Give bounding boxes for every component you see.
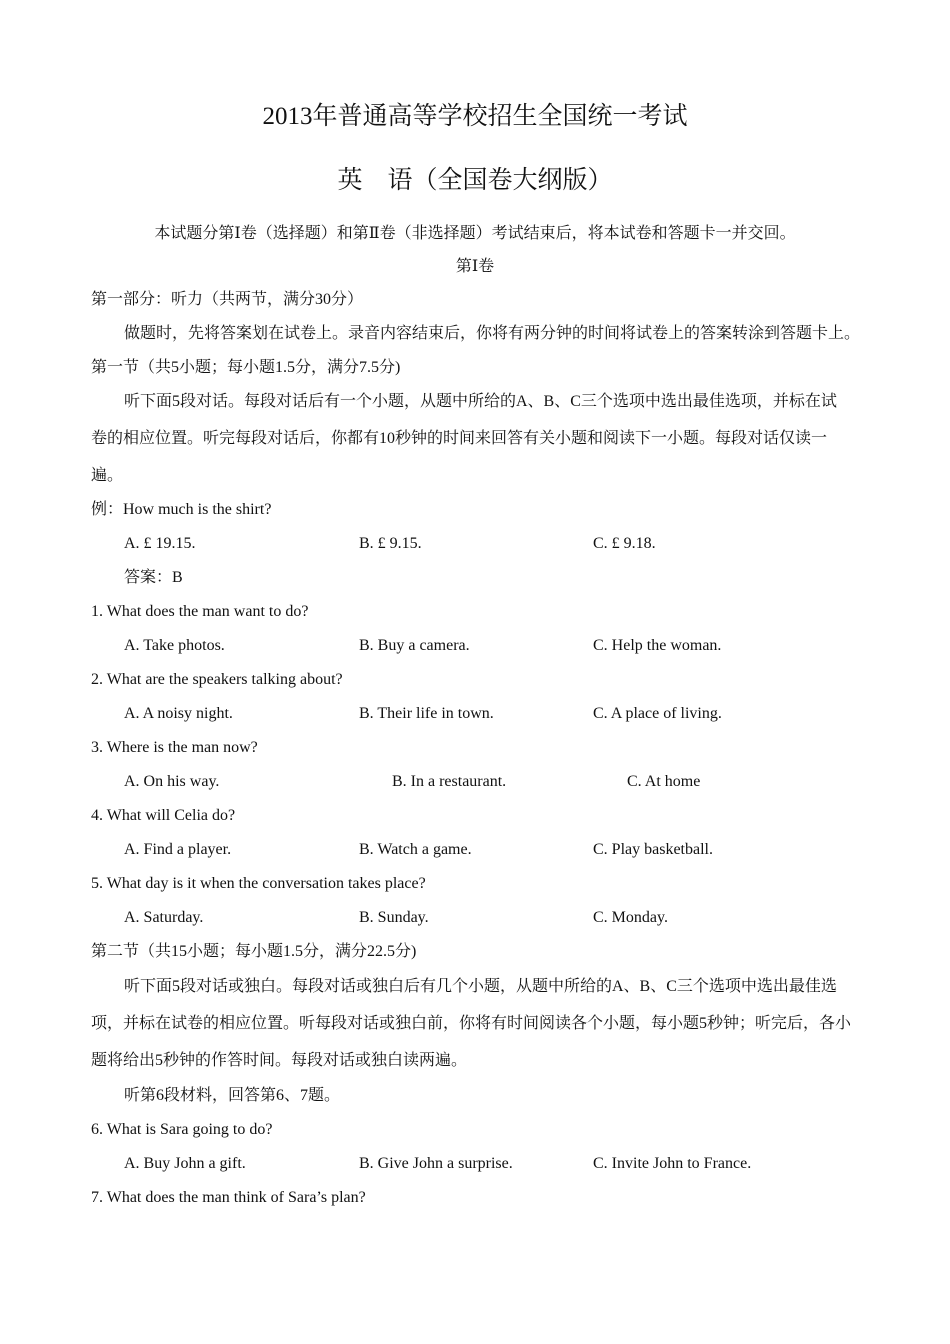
- option-a: A. Buy John a gift.: [124, 1155, 246, 1172]
- option-a: A. Find a player.: [124, 841, 232, 858]
- part1-heading: 第一部分：听力（共两节，满分30分）: [91, 291, 364, 308]
- material-note: 听第6段材料，回答第6、7题。: [124, 1087, 341, 1104]
- question-4: 4. What will Celia do?: [91, 807, 236, 824]
- option-b: B. £ 9.15.: [359, 535, 422, 552]
- exam-title: 2013年普通高等学校招生全国统一考试: [262, 103, 688, 130]
- exam-intro: 本试题分第Ⅰ卷（选择题）和第Ⅱ卷（非选择题）考试结束后，将本试卷和答题卡一并交回。: [154, 225, 796, 242]
- section2-instruction-line: 听下面5段对话或独白。每段对话或独白后有几个小题，从题中所给的A、B、C三个选项中选出最佳选: [124, 978, 837, 995]
- option-b: B. Sunday.: [359, 909, 429, 926]
- option-c: C. £ 9.18.: [593, 535, 656, 552]
- question-5: 5. What day is it when the conversation takes place?: [91, 875, 426, 892]
- option-a: A. £ 19.15.: [124, 535, 196, 552]
- question-1: 1. What does the man want to do?: [91, 603, 309, 620]
- section2-heading: 第二节（共15小题；每小题1.5分，满分22.5分): [91, 943, 417, 960]
- section1-heading: 第一节（共5小题；每小题1.5分，满分7.5分): [91, 359, 401, 376]
- option-b: B. Their life in town.: [359, 705, 494, 722]
- option-b: B. In a restaurant.: [392, 773, 507, 790]
- option-c: C. A place of living.: [593, 705, 722, 722]
- question-3: 3. Where is the man now?: [91, 739, 258, 756]
- exam-subtitle: 英 语（全国卷大纲版）: [337, 167, 613, 194]
- question-2: 2. What are the speakers talking about?: [91, 671, 343, 688]
- part1-instruction: 做题时，先将答案划在试卷上。录音内容结束后，你将有两分钟的时间将试卷上的答案转涂到答题卡上。: [124, 325, 861, 342]
- option-a: A. On his way.: [124, 773, 220, 790]
- option-a: A. A noisy night.: [124, 705, 233, 722]
- option-a: A. Saturday.: [124, 909, 204, 926]
- option-b: B. Give John a surprise.: [359, 1155, 513, 1172]
- option-a: A. Take photos.: [124, 637, 225, 654]
- section2-instruction-line: 项，并标在试卷的相应位置。听每段对话或独白前，你将有时间阅读各个小题，每小题5秒钟；听完后，各小: [91, 1015, 852, 1032]
- example-answer: 答案：B: [124, 569, 183, 586]
- section2-instruction-line: 题将给出5秒钟的作答时间。每段对话或独白读两遍。: [91, 1052, 468, 1069]
- option-c: C. Help the woman.: [593, 637, 722, 654]
- option-c: C. Invite John to France.: [593, 1155, 752, 1172]
- option-b: B. Watch a game.: [359, 841, 472, 858]
- section1-instruction-line: 卷的相应位置。听完每段对话后，你都有10秒钟的时间来回答有关小题和阅读下一小题。每段对话仅读一: [91, 430, 828, 447]
- volume-label: 第Ⅰ卷: [455, 258, 495, 275]
- option-c: C. Monday.: [593, 909, 668, 926]
- example-question: 例：How much is the shirt?: [91, 501, 272, 518]
- section1-instruction-line: 听下面5段对话。每段对话后有一个小题，从题中所给的A、B、C三个选项中选出最佳选项，并标在试: [124, 393, 837, 410]
- option-c: C. At home: [627, 773, 701, 790]
- option-b: B. Buy a camera.: [359, 637, 470, 654]
- option-c: C. Play basketball.: [593, 841, 713, 858]
- question-6: 6. What is Sara going to do?: [91, 1121, 273, 1138]
- section1-instruction-line: 遍。: [91, 467, 124, 484]
- question-7: 7. What does the man think of Sara’s plan?: [91, 1189, 366, 1206]
